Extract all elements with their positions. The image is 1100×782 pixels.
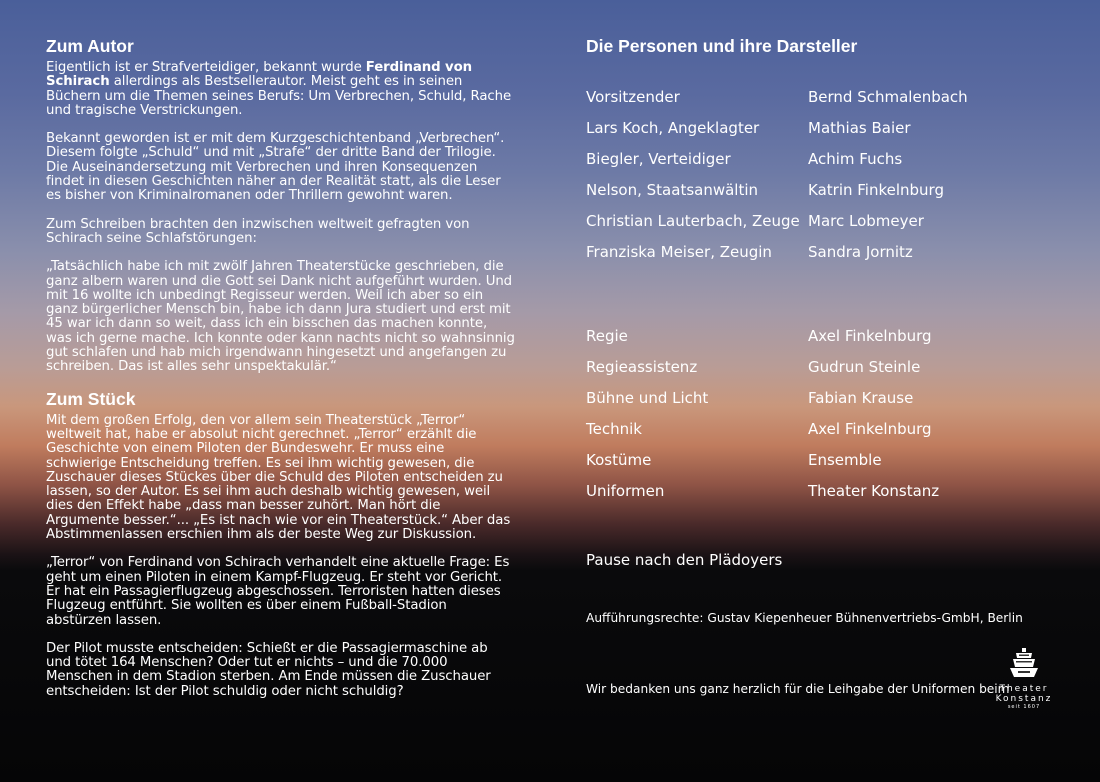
cast-heading: Die Personen und ihre Darsteller — [586, 36, 858, 56]
crew-role: Bühne und Licht — [586, 389, 709, 407]
crew-list — [586, 327, 1076, 513]
crew-row — [586, 451, 1076, 482]
crew-role: Regie — [586, 327, 628, 345]
role-name: Franziska Meiser, Zeugin — [586, 243, 772, 261]
crew-name: Axel Finkelnburg — [808, 420, 932, 438]
cast-row — [586, 212, 1076, 243]
role-name: Biegler, Verteidiger — [586, 150, 731, 168]
right-column — [586, 36, 1076, 696]
crew-name: Axel Finkelnburg — [808, 327, 932, 345]
ship-icon — [1007, 646, 1041, 680]
logo-line-3: seit 1607 — [1007, 704, 1041, 710]
actor-name: Mathias Baier — [808, 119, 911, 137]
crew-role: Regieassistenz — [586, 358, 698, 376]
actor-name: Sandra Jornitz — [808, 243, 913, 261]
cast-row — [586, 150, 1076, 181]
actor-name: Marc Lobmeyer — [808, 212, 924, 230]
actor-name: Achim Fuchs — [808, 150, 903, 168]
performance-rights: Aufführungsrechte: Gustav Kiepenheuer Bühnenvertriebs-GmbH, Berlin — [586, 611, 1023, 625]
cast-row — [586, 119, 1076, 150]
crew-row — [586, 358, 1076, 389]
author-paragraph-3: Zum Schreiben brachten den inzwischen weltweit gefragten von Schirach seine Schlafstörungen: — [46, 216, 470, 246]
crew-role: Technik — [586, 420, 642, 438]
crew-role: Kostüme — [586, 451, 652, 469]
piece-paragraph-2: „Terror“ von Ferdinand von Schirach verhandelt eine aktuelle Frage: Es geht um einen Piloten in einem Kampf-Flugzeug. Er steht vor Gericht. Er hat ein Passagierflugzeug abgeschossen. Terroristen hatten dieses Flugzeug entführt. Sie wollten es über einem Fußball-Stadion abstürzen lassen. — [46, 555, 510, 628]
role-name: Vorsitzender — [586, 88, 680, 106]
crew-role: Uniformen — [586, 482, 665, 500]
author-p1-end: allerdings als Bestsellerautor. Meist geht es in seinen Büchern um die Themen seines Berufs: Um Verbrechen, Schuld, Rache und tragische Verstrickungen. — [46, 74, 512, 118]
crew-row — [586, 482, 1076, 513]
crew-name: Fabian Krause — [808, 389, 914, 407]
author-p1-start: Eigentlich ist er Strafverteidiger, bekannt wurde — [46, 60, 366, 75]
crew-row — [586, 327, 1076, 358]
theater-logo — [986, 646, 1062, 710]
author-heading: Zum Autor — [46, 36, 134, 56]
crew-name: Theater Konstanz — [808, 482, 940, 500]
piece-paragraph-3: Der Pilot musste entscheiden: Schießt er die Passagiermaschine ab und tötet 164 Menschen? Oder tut er nichts – und die 70.000 Menschen in dem Stadion sterben. Am Ende müssen die Zuschauer entscheiden: Ist der Pilot schuldig oder nicht schuldig? — [46, 640, 491, 699]
role-name: Lars Koch, Angeklagter — [586, 119, 760, 137]
cast-list — [586, 88, 1076, 274]
logo-line-2: Konstanz — [995, 694, 1053, 704]
author-paragraph-1 — [46, 61, 516, 118]
role-name: Nelson, Staatsanwältin — [586, 181, 759, 199]
logo-line-1: Theater — [999, 684, 1049, 694]
author-name: Ferdinand von Schirach — [46, 60, 473, 90]
crew-row — [586, 389, 1076, 420]
crew-name: Gudrun Steinle — [808, 358, 921, 376]
crew-row — [586, 420, 1076, 451]
piece-heading: Zum Stück — [46, 388, 136, 409]
cast-row — [586, 243, 1076, 274]
author-paragraph-2: Bekannt geworden ist er mit dem Kurzgeschichtenband „Verbrechen“. Diesem folgte „Schuld“ und mit „Strafe“ der dritte Band der Trilogie. Die Auseinandersetzung mit Verbrechen und ihren Konsequenzen findet in diesen Geschichten näher an der Realität statt, als die Leser es bisher von Kriminalromanen oder Thrillern gewohnt waren. — [46, 131, 505, 204]
author-quote: „Tatsächlich habe ich mit zwölf Jahren Theaterstücke geschrieben, die ganz albern waren und die Gott sei Dank nicht aufgeführt wurden. Und mit 16 wollte ich unbedingt Regisseur werden. Weil ich aber so ein ganz bürgerlicher Mensch bin, habe ich dann Jura studiert und erst mit 45 war ich dann so weit, dass ich ein bisschen das machen konnte, was ich gerne mache. Ich konnte oder kann nachts nicht so wahnsinnig gut schlafen und hab mich irgendwann hingesetzt und angefangen zu schreiben. Das ist alles sehr unspektakulär.“ — [46, 259, 515, 375]
piece-paragraph-1: Mit dem großen Erfolg, den vor allem sein Theaterstück „Terror“ weltweit hat, habe er absolut nicht gerechnet. „Terror“ erzählt die Geschichte von einem Piloten der Bundeswehr. Er muss eine schwierige Entscheidung treffen. Es sei ihm wichtig gewesen, die Zuschauer dieses Stückes über die Schuld des Piloten entscheiden zu lassen, so der Autor. Es sei ihm auch deshalb wichtig gewesen, weil dies den Effekt habe „dass man besser zuhört. Man hört die Argumente besser.“... „Es ist nach wie vor ein Theaterstück.“ Aber das Abstimmenlassen erschien ihm als der beste Weg zur Diskussion. — [46, 412, 511, 543]
cast-row — [586, 181, 1076, 212]
actor-name: Katrin Finkelnburg — [808, 181, 944, 199]
pause-note: Pause nach den Plädoyers — [586, 551, 783, 569]
left-column — [46, 36, 516, 713]
crew-name: Ensemble — [808, 451, 882, 469]
role-name: Christian Lauterbach, Zeuge — [586, 212, 800, 230]
thanks-note: Wir bedanken uns ganz herzlich für die Leihgabe der Uniformen beim — [586, 682, 1010, 696]
cast-row — [586, 88, 1076, 119]
actor-name: Bernd Schmalenbach — [808, 88, 968, 106]
